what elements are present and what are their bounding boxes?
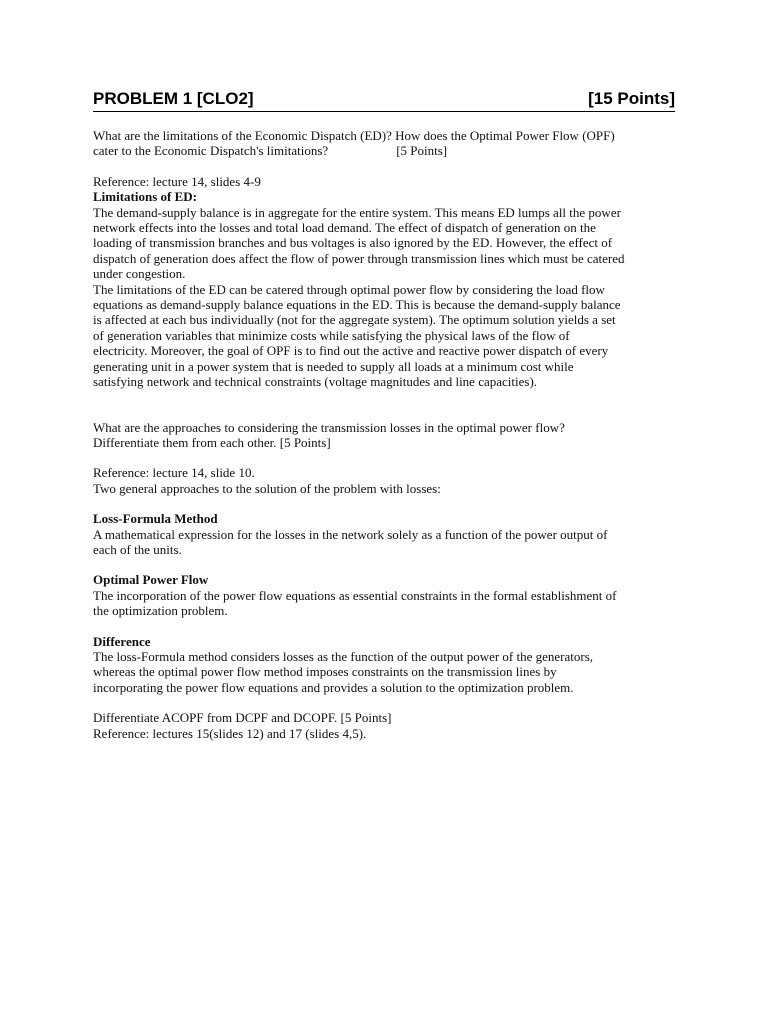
q1-line-2-text: cater to the Economic Dispatch's limitations? [93, 143, 329, 159]
problem-header [93, 88, 675, 112]
loss-formula-line: each of the units. [93, 541, 182, 557]
difference-line: The loss-Formula method considers losses as the function of the output power of the generators, [93, 648, 594, 664]
difference-line: incorporating the power flow equations and provides a solution to the optimization problem. [93, 679, 574, 695]
loss-formula-line: A mathematical expression for the losses in the network solely as a function of the power output of [93, 526, 608, 542]
difference-line: whereas the optimal power flow method imposes constraints on the transmission lines by [93, 664, 557, 680]
q1-para2-line: of generation variables that minimize costs while satisfying the physical laws of the flow of [93, 327, 570, 343]
q2-line-2: Differentiate them from each other. [5 Points] [93, 434, 331, 450]
q1-para1-line: network effects into the losses and total load demand. The effect of dispatch of generation on the [93, 220, 596, 236]
q1-line-1: What are the limitations of the Economic Dispatch (ED)? How does the Optimal Power Flow (OPF) [93, 128, 615, 143]
q3-reference: Reference: lectures 15(slides 12) and 17 (slides 4,5). [93, 725, 367, 741]
problem-points: [15 Points] [588, 89, 675, 108]
q1-points: [5 Points] [396, 143, 448, 159]
problem-title: PROBLEM 1 [CLO2] [93, 89, 254, 108]
loss-formula-heading: Loss-Formula Method [93, 511, 218, 527]
q1-reference: Reference: lecture 14, slides 4-9 [93, 173, 261, 189]
q1-para2-line: The limitations of the ED can be catered through optimal power flow by considering the load flow [93, 281, 605, 297]
opf-line: The incorporation of the power flow equations as essential constraints in the formal establishment of [93, 587, 617, 603]
document-body [93, 128, 675, 741]
document-page [93, 88, 675, 741]
q1-para1-line: dispatch of generation does affect the flow of power through transmission lines which must be catered [93, 250, 625, 266]
q1-para2-line: is affected at each bus individually (not for the aggregate system). The optimum solution yields a set [93, 312, 616, 328]
difference-heading: Difference [93, 633, 151, 649]
q1-para2-line: generating unit in a power system that is needed to supply all loads at a minimum cost while [93, 358, 574, 374]
q1-para2-line: satisfying network and technical constraints (voltage magnitudes and line capacities). [93, 374, 538, 390]
q1-line-2 [93, 143, 675, 158]
q1-heading: Limitations of ED: [93, 189, 197, 205]
q1-para1-line: The demand-supply balance is in aggregate for the entire system. This means ED lumps all the power [93, 204, 621, 220]
q1-para1-line: loading of transmission branches and bus voltages is also ignored by the ED. However, the effect of [93, 235, 613, 251]
q2-reference: Reference: lecture 14, slide 10. [93, 465, 255, 481]
opf-line: the optimization problem. [93, 603, 228, 619]
q2-intro: Two general approaches to the solution of the problem with losses: [93, 480, 441, 496]
q3-line-1: Differentiate ACOPF from DCPF and DCOPF. [5 Points] [93, 710, 392, 726]
q1-para1-line: under congestion. [93, 266, 186, 282]
opf-heading: Optimal Power Flow [93, 572, 209, 588]
q1-para2-line: electricity. Moreover, the goal of OPF is to find out the active and reactive power dispatch of every [93, 343, 609, 359]
q1-para2-line: equations as demand-supply balance equations in the ED. This is because the demand-supply balance [93, 297, 621, 313]
q2-line-1: What are the approaches to considering the transmission losses in the optimal power flow? [93, 419, 565, 435]
